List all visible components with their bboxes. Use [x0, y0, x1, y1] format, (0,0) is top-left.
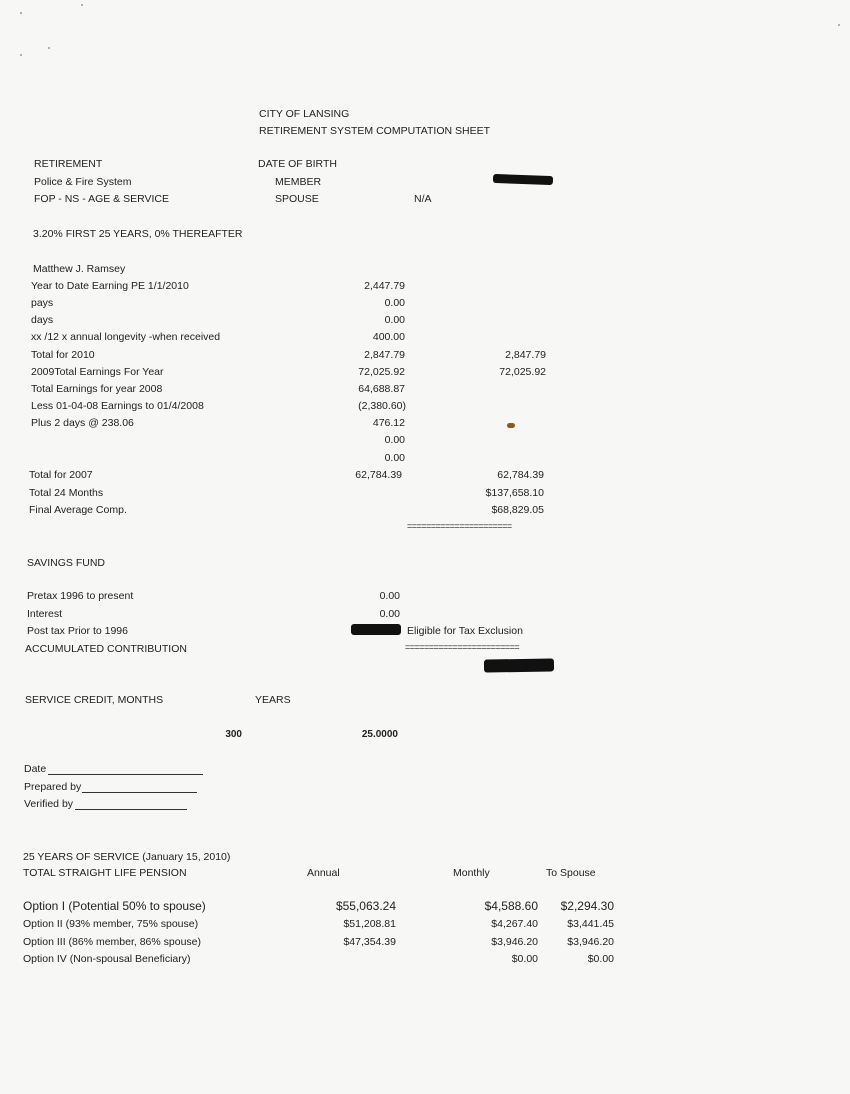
prepared-by-label: Prepared by	[24, 781, 82, 793]
total-2007-total: 62,784.39	[497, 469, 544, 481]
option-to-spouse: $2,294.30	[560, 899, 614, 913]
city-title: CITY OF LANSING	[259, 108, 350, 120]
earnings-row-value: 2,447.79	[364, 280, 405, 292]
plan-line-3: FOP - NS - AGE & SERVICE	[34, 193, 169, 205]
scan-speck	[20, 12, 22, 14]
earnings-row-value: 0.00	[384, 452, 405, 464]
final-average-comp-value: $68,829.05	[491, 504, 544, 516]
earnings-row-label: xx /12 x annual longevity -when received	[31, 331, 221, 343]
savings-heading: SAVINGS FUND	[27, 557, 105, 569]
col-annual: Annual	[307, 867, 340, 879]
redaction-mark	[493, 174, 553, 185]
option-monthly: $4,588.60	[484, 899, 538, 913]
earnings-row-value: 2,847.79	[364, 349, 405, 361]
verified-by-label: Verified by	[24, 798, 74, 810]
option-label: Option III (86% member, 86% spouse)	[23, 936, 202, 948]
pension-subheading: TOTAL STRAIGHT LIFE PENSION	[23, 867, 187, 879]
service-months: 300	[225, 729, 242, 740]
interest-value: 0.00	[379, 608, 400, 620]
option-label: Option II (93% member, 75% spouse)	[23, 918, 199, 930]
earnings-row-label: 2009Total Earnings For Year	[31, 366, 164, 378]
interest-label: Interest	[27, 608, 63, 620]
option-to-spouse: $3,946.20	[567, 936, 614, 948]
redaction-mark	[484, 658, 554, 672]
member-name: Matthew J. Ramsey	[33, 263, 126, 275]
dob-spouse-value: N/A	[414, 193, 432, 205]
earnings-row-label: Total for 2010	[31, 349, 95, 361]
col-monthly: Monthly	[453, 867, 490, 879]
plan-line-2: Police & Fire System	[34, 176, 132, 188]
eligible-note: Eligible for Tax Exclusion	[407, 625, 523, 637]
pretax-value: 0.00	[379, 590, 400, 602]
earnings-row-total: 72,025.92	[499, 366, 546, 378]
years-heading: YEARS	[255, 694, 291, 706]
verified-by-line	[75, 809, 187, 810]
earnings-row-total: 2,847.79	[505, 349, 546, 361]
option-to-spouse: $0.00	[587, 953, 614, 965]
earnings-row-label: Plus 2 days @ 238.06	[31, 417, 134, 429]
earnings-row-label: Total Earnings for year 2008	[31, 383, 163, 395]
option-monthly: $3,946.20	[491, 936, 538, 948]
service-years: 25.0000	[361, 729, 398, 740]
date-label: Date	[24, 763, 47, 775]
option-annual: $55,063.24	[335, 899, 396, 913]
service-credit-heading: SERVICE CREDIT, MONTHS	[25, 694, 164, 706]
prepared-by-line	[82, 792, 197, 793]
pension-heading: 25 YEARS OF SERVICE (January 15, 2010)	[23, 851, 231, 863]
earnings-row-label: days	[31, 314, 54, 326]
earnings-row-value: 64,688.87	[358, 383, 405, 395]
scan-speck	[838, 24, 840, 26]
scan-speck	[20, 54, 22, 56]
col-to-spouse: To Spouse	[546, 867, 596, 879]
earnings-row-value: 0.00	[384, 434, 405, 446]
earnings-row-label: Less 01-04-08 Earnings to 01/4/2008	[31, 400, 204, 412]
accumulated-label: ACCUMULATED CONTRIBUTION	[25, 643, 187, 655]
earnings-row-label: Year to Date Earning PE 1/1/2010	[31, 280, 189, 292]
total-24-months-value: $137,658.10	[485, 487, 544, 499]
option-to-spouse: $3,441.45	[567, 918, 614, 930]
option-label: Option IV (Non-spousal Beneficiary)	[23, 953, 191, 965]
plan-line-1: RETIREMENT	[34, 158, 103, 170]
option-label: Option I (Potential 50% to spouse)	[23, 899, 206, 913]
formula-line: 3.20% FIRST 25 YEARS, 0% THEREAFTER	[33, 228, 243, 240]
option-annual: $51,208.81	[343, 918, 396, 930]
scan-speck	[48, 47, 50, 49]
total-2007-label: Total for 2007	[29, 469, 93, 481]
double-rule: ========================	[405, 642, 520, 652]
earnings-row-value: (2,380.60)	[358, 400, 406, 412]
earnings-row-value: 0.00	[384, 314, 405, 326]
earnings-row-label: pays	[31, 297, 54, 309]
dob-spouse-label: SPOUSE	[275, 193, 319, 205]
scan-speck	[81, 4, 83, 6]
final-average-comp-label: Final Average Comp.	[29, 504, 127, 516]
option-annual: $47,354.39	[343, 936, 396, 948]
dob-member-label: MEMBER	[275, 176, 322, 188]
pretax-label: Pretax 1996 to present	[27, 590, 134, 602]
post-tax-label: Post tax Prior to 1996	[27, 625, 128, 637]
earnings-row-value: 72,025.92	[358, 366, 405, 378]
total-2007-value: 62,784.39	[355, 469, 402, 481]
double-rule: ======================	[407, 521, 512, 531]
earnings-row-value: 0.00	[384, 297, 405, 309]
option-monthly: $0.00	[511, 953, 538, 965]
sheet-title: RETIREMENT SYSTEM COMPUTATION SHEET	[259, 125, 491, 137]
total-24-months-label: Total 24 Months	[29, 487, 104, 499]
redaction-mark	[351, 624, 401, 635]
earnings-row-value: 476.12	[372, 417, 405, 429]
dob-heading: DATE OF BIRTH	[258, 158, 337, 170]
option-monthly: $4,267.40	[491, 918, 538, 930]
earnings-row-value: 400.00	[372, 331, 405, 343]
date-line	[48, 774, 203, 775]
brown-mark	[507, 423, 515, 428]
